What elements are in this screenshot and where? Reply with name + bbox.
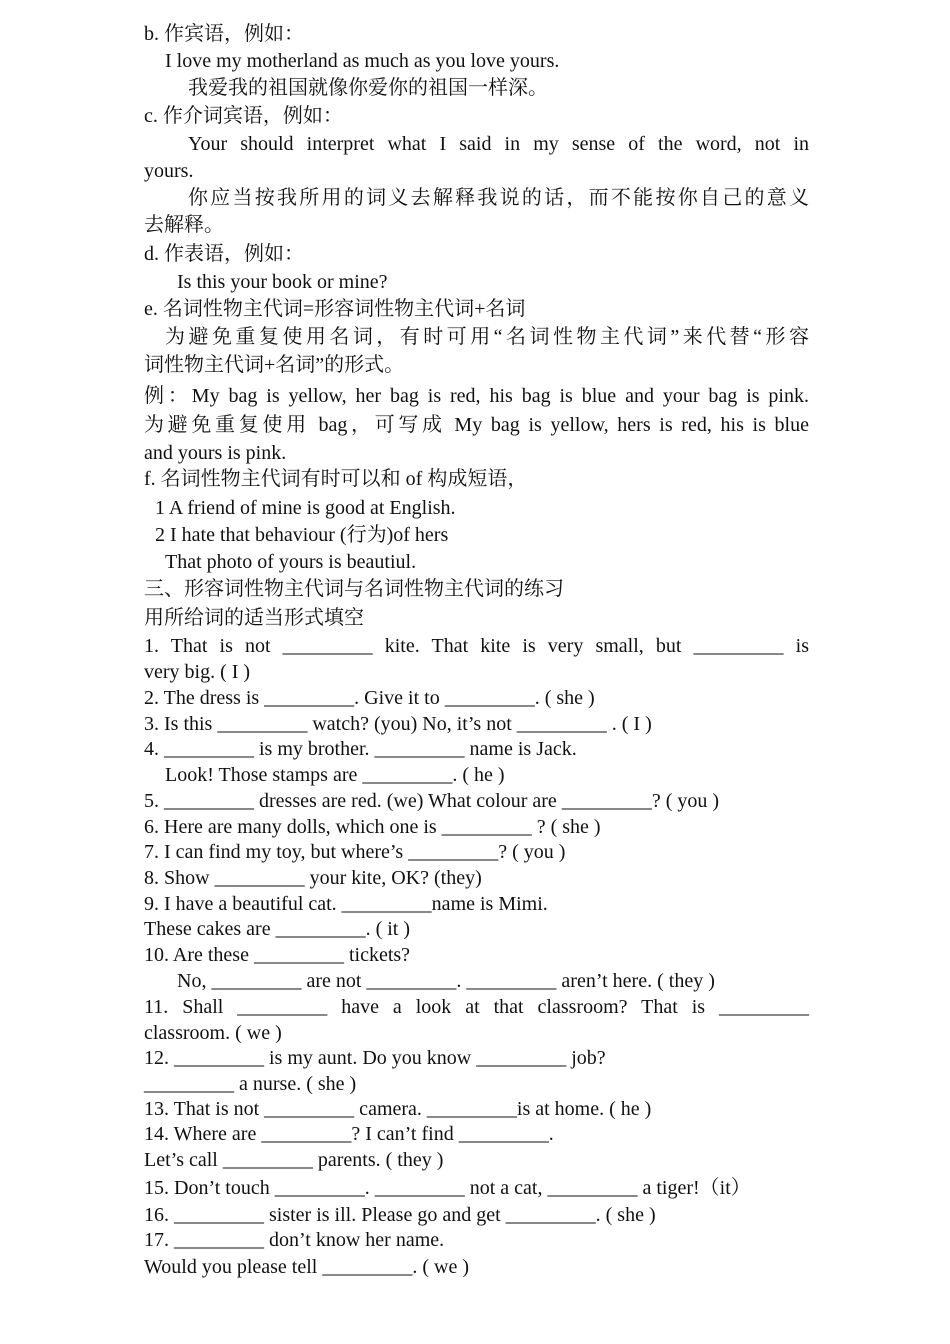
example-translation: 你应当按我所用的词义去解释我说的话，而不能按你自己的意义	[188, 187, 809, 209]
exercise-item: 6. Here are many dolls, which one is _________ ? ( she )	[144, 816, 601, 838]
example-sentence: 例：My bag is yellow, her bag is red, his bag is blue and your bag is pink.	[144, 385, 809, 407]
example-item: 1 A friend of mine is good at English.	[155, 497, 456, 519]
exercise-item: 13. That is not _________ camera. _________is at home. ( he )	[144, 1098, 652, 1120]
exercise-item: 17. _________ don’t know her name.	[144, 1229, 445, 1251]
section-f-heading: f. 名词性物主代词有时可以和 of 构成短语，	[144, 468, 528, 490]
exercise-item: 5. _________ dresses are red. (we) What colour are _________? ( you )	[144, 790, 720, 812]
section-three-heading: 三、形容词性物主代词与名词性物主代词的练习	[144, 578, 564, 600]
example-sentence: 为避免重复使用 bag，可写成 My bag is yellow, hers is red, his is blue	[144, 414, 809, 436]
exercise-item: 1. That is not _________ kite. That kite is very small, but _________ is	[144, 635, 809, 657]
example-sentence: Your should interpret what I said in my sense of the word, not in	[188, 133, 809, 155]
exercise-item: 15. Don’t touch _________. _________ not a cat, _________ a tiger!（it）	[144, 1177, 751, 1199]
example-translation: 我爱我的祖国就像你爱你的祖国一样深。	[188, 77, 548, 99]
exercise-item-cont: Let’s call _________ parents. ( they )	[144, 1149, 444, 1171]
exercise-item: 9. I have a beautiful cat. _________name is Mimi.	[144, 893, 548, 915]
exercise-item: 16. _________ sister is ill. Please go and get _________. ( she )	[144, 1204, 656, 1226]
section-b-heading: b. 作宾语，例如：	[144, 23, 304, 45]
example-sentence-cont: and yours is pink.	[144, 442, 287, 464]
section-d-heading: d. 作表语，例如：	[144, 243, 304, 265]
exercise-item-cont: very big. ( I )	[144, 661, 251, 683]
example-translation-cont: 去解释。	[144, 214, 224, 236]
exercise-item-cont: classroom. ( we )	[144, 1022, 282, 1044]
exercise-item: 14. Where are _________? I can’t find _________.	[144, 1123, 554, 1145]
explanation-text-cont: 词性物主代词+名词”的形式。	[144, 354, 405, 376]
exercise-item-cont: No, _________ are not _________. _________ aren’t here. ( they )	[177, 970, 715, 992]
example-item: 2 I hate that behaviour (行为)of hers	[155, 524, 449, 546]
explanation-text: 为避免重复使用名词，有时可用“名词性物主代词”来代替“形容	[165, 326, 809, 348]
exercise-instruction: 用所给词的适当形式填空	[144, 607, 364, 629]
exercise-item: 12. _________ is my aunt. Do you know _________ job?	[144, 1047, 606, 1069]
example-item: That photo of yours is beautiul.	[165, 551, 417, 573]
exercise-item: 11. Shall _________ have a look at that classroom? That is _________	[144, 996, 809, 1018]
exercise-item: 4. _________ is my brother. _________ name is Jack.	[144, 738, 577, 760]
exercise-item: 8. Show _________ your kite, OK? (they)	[144, 867, 482, 889]
example-sentence-cont: yours.	[144, 160, 194, 182]
exercise-item: 10. Are these _________ tickets?	[144, 944, 411, 966]
exercise-item-cont: _________ a nurse. ( she )	[144, 1073, 357, 1095]
exercise-item: 7. I can find my toy, but where’s _________? ( you )	[144, 841, 566, 863]
exercise-item: 2. The dress is _________. Give it to _________. ( she )	[144, 687, 595, 709]
exercise-item: 3. Is this _________ watch? (you) No, it’s not _________ . ( I )	[144, 713, 652, 735]
exercise-item-cont: These cakes are _________. ( it )	[144, 918, 411, 940]
exercise-item-cont: Would you please tell _________. ( we )	[144, 1256, 469, 1278]
section-e-heading: e. 名词性物主代词=形容词性物主代词+名词	[144, 298, 526, 320]
section-c-heading: c. 作介词宾语，例如：	[144, 105, 343, 127]
exercise-item-cont: Look! Those stamps are _________. ( he )	[165, 764, 505, 786]
example-sentence: I love my motherland as much as you love yours.	[165, 50, 560, 72]
example-sentence: Is this your book or mine?	[177, 271, 388, 293]
